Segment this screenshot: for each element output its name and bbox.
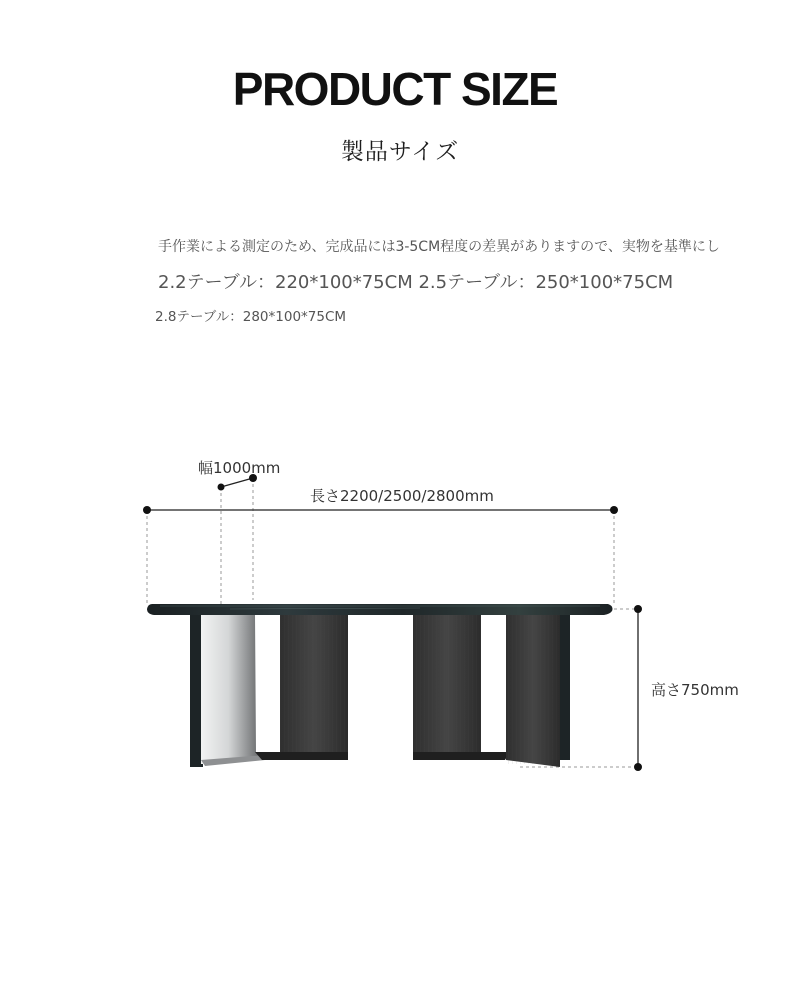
length-dimension-line	[143, 506, 618, 514]
right-marble-leg	[560, 614, 570, 760]
size-spec-line-1: 2.2テーブル：220*100*75CM 2.5テーブル：250*100*75CM	[158, 272, 674, 293]
left-silver-panel	[201, 614, 262, 764]
measurement-note: 手作業による測定のため、完成品には3-5CM程度の差異がありますので、実物を基準にし	[158, 239, 720, 255]
height-label: 高さ750mm	[651, 681, 739, 699]
table-base	[190, 614, 570, 767]
height-dimension-line	[634, 605, 642, 771]
tabletop	[147, 604, 613, 615]
width-label: 幅1000mm	[198, 459, 281, 477]
page-subtitle: 製品サイズ	[340, 139, 460, 165]
size-spec-line-2: 2.8テーブル：280*100*75CM	[155, 309, 347, 325]
page-title: PRODUCT SIZE	[232, 63, 558, 115]
length-label: 長さ2200/2500/2800mm	[310, 487, 494, 505]
